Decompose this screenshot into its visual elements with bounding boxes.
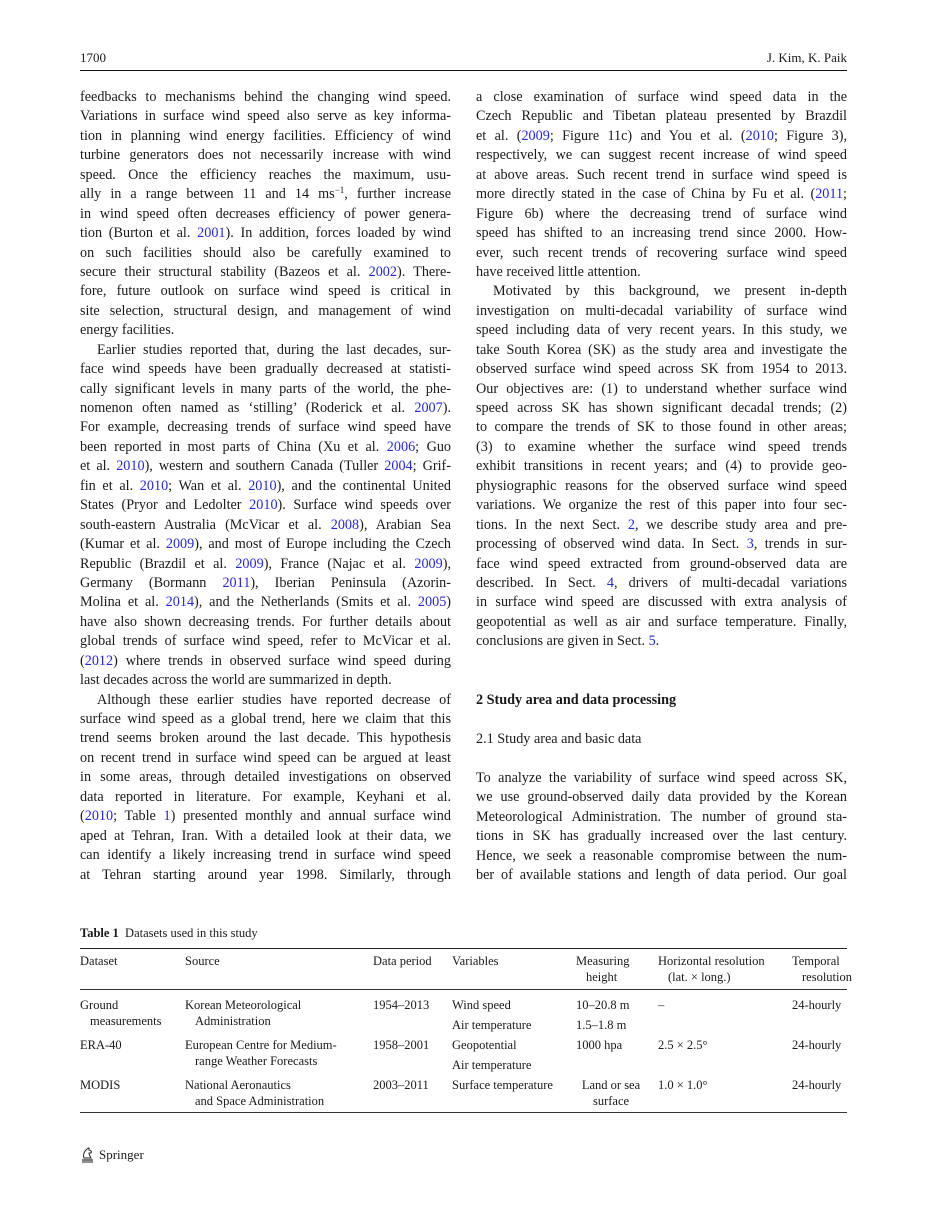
citation-link[interactable]: 2014 xyxy=(165,594,195,611)
period-cell: 1958–2001 xyxy=(373,1038,430,1052)
citation-link[interactable]: 2010 xyxy=(249,497,278,514)
text-segment: ), France (Najac et al. xyxy=(263,555,415,572)
dataset-cell xyxy=(80,1037,122,1053)
text-segment: , we describe study area and pre- xyxy=(634,516,847,533)
subsection-heading: 2.1 Study area and basic data xyxy=(476,731,642,747)
text-segment: ), and the Netherlands (Smits et al. xyxy=(194,594,418,611)
text-segment: ; Wan et al. xyxy=(168,477,249,494)
text-segment: site selection, structural design, and management of wind xyxy=(80,302,451,319)
table-bottom-rule xyxy=(80,1112,847,1113)
dataset-cell-line: measurements xyxy=(90,1014,162,1028)
text-line xyxy=(80,380,451,399)
text-segment: data reported in literature. For example, Keyhani et al. xyxy=(80,788,451,805)
text-segment: trend seems broken around the last decade. This hypothesis xyxy=(80,730,451,747)
text-segment: ) xyxy=(446,594,452,611)
text-line xyxy=(476,632,847,651)
height-cell-line: Land or sea xyxy=(581,1078,641,1092)
text-line xyxy=(476,244,847,263)
text-line xyxy=(80,438,451,457)
text-segment: fin et al. xyxy=(80,477,140,494)
text-line xyxy=(476,341,847,360)
text-line xyxy=(80,88,451,107)
text-line xyxy=(476,769,847,788)
text-segment: , trends in sur- xyxy=(753,536,847,553)
text-line xyxy=(80,535,451,554)
citation-link[interactable]: 3 xyxy=(746,536,754,553)
period-cell: 1954–2013 xyxy=(373,998,430,1012)
horizontal-resolution-cell: 1.0 × 1.0° xyxy=(658,1078,708,1092)
right-column xyxy=(476,88,847,652)
citation-link[interactable]: 2012 xyxy=(84,652,114,669)
text-segment: tion in planning wind energy facilities. Efficiency of wind xyxy=(80,127,451,144)
citation-link[interactable]: 2010 xyxy=(248,477,277,494)
text-segment: Motivated by this background, we present in-depth xyxy=(493,283,847,300)
table-caption xyxy=(80,926,258,941)
variable-cell: Geopotential xyxy=(452,1038,517,1052)
left-column xyxy=(80,88,451,885)
text-segment: geopotential as well as air and surface temperature. Finally, xyxy=(476,613,847,630)
text-segment: at Tehran starting around year 1998. Similarly, through xyxy=(80,866,451,883)
text-line xyxy=(476,263,847,282)
text-line xyxy=(80,399,451,418)
text-line xyxy=(80,574,451,593)
text-line xyxy=(80,282,451,301)
text-line xyxy=(80,496,451,515)
horizontal-resolution-cell: 2.5 × 2.5° xyxy=(658,1038,708,1052)
text-segment: turbine generators does not necessarily increase with wind xyxy=(80,147,451,164)
text-line xyxy=(80,555,451,574)
text-segment: ) where trends in observed surface wind speed during xyxy=(113,652,451,669)
text-line xyxy=(476,496,847,515)
text-line xyxy=(476,380,847,399)
text-segment: in surface wind speed are discussed with extra analysis of xyxy=(476,594,847,611)
text-segment: ; Figure 11c) and You et al. ( xyxy=(549,127,746,144)
table-label: Table 1 xyxy=(80,926,119,940)
text-line xyxy=(476,516,847,535)
publisher-name: Springer xyxy=(99,1146,144,1162)
text-segment: last decades across the world are summarized in depth. xyxy=(80,672,392,689)
text-segment: to compare the trends of SK to those found in other areas; xyxy=(476,419,847,436)
text-line xyxy=(80,729,451,748)
text-segment: For example, decreasing trends of surface wind speed have xyxy=(80,419,451,436)
text-segment: face wind speed extracted from ground-observed data are xyxy=(476,555,847,572)
text-line xyxy=(80,477,451,496)
text-segment: in wind speed often decreases efficiency of power genera- xyxy=(80,205,451,222)
variable-cell: Surface temperature xyxy=(452,1078,553,1092)
text-line xyxy=(80,593,451,612)
text-line xyxy=(80,710,451,729)
text-line xyxy=(476,360,847,379)
text-segment: To analyze the variability of surface wind speed across SK, xyxy=(476,770,847,786)
text-segment: States (Pryor and Ledolter xyxy=(80,497,250,514)
text-line xyxy=(476,788,847,807)
citation-link[interactable]: 2005 xyxy=(417,594,447,611)
citation-link[interactable]: 2004 xyxy=(384,458,413,475)
table-header-cell-line: height xyxy=(586,970,618,984)
text-line xyxy=(476,321,847,340)
text-segment: ) presented monthly and annual surface wind xyxy=(170,808,451,825)
text-segment: energy facilities. xyxy=(80,322,175,339)
table-header-cell xyxy=(576,953,629,985)
text-segment: ), and the continental United xyxy=(276,477,451,494)
text-segment: face wind speeds have been gradually decreased at statisti- xyxy=(80,361,451,378)
table-header-cell-line: resolution xyxy=(802,970,852,984)
source-cell-line: Korean Meteorological xyxy=(185,998,302,1012)
text-segment: Czech Republic and Tibetan plateau presented by Brazdil xyxy=(476,108,847,125)
citation-link[interactable]: 1 xyxy=(163,808,171,825)
source-cell-line: and Space Administration xyxy=(195,1094,325,1108)
citation-link[interactable]: 2011 xyxy=(222,574,251,591)
text-segment: speed including data of very recent years. In this study, we xyxy=(476,322,847,339)
text-line xyxy=(80,224,451,243)
text-segment: ever, such recent trends of recovering surface wind speed xyxy=(476,244,847,261)
citation-link[interactable]: 2009 xyxy=(235,555,264,572)
text-line xyxy=(80,632,451,651)
text-segment: ), Arabian Sea xyxy=(359,516,451,533)
text-segment: speed. Once the efficiency reaches the maximum, usu- xyxy=(80,166,451,183)
table-header-cell xyxy=(80,953,117,969)
table-caption-text: Datasets used in this study xyxy=(125,926,258,940)
text-line xyxy=(476,185,847,204)
text-segment: variations. We organize the rest of this paper into four sec- xyxy=(476,497,847,514)
text-line xyxy=(476,574,847,593)
text-line xyxy=(80,166,451,185)
text-line xyxy=(80,127,451,146)
text-segment: ally in a range between 11 and 14 ms xyxy=(80,186,335,203)
text-segment: ), Iberian Peninsula (Azorin- xyxy=(250,574,451,591)
text-segment: we use ground-observed daily data provided by the Korean xyxy=(476,789,847,806)
source-cell xyxy=(185,997,301,1029)
text-segment: ; Guo xyxy=(415,438,452,455)
text-segment: ). There- xyxy=(396,263,451,280)
citation-link[interactable]: 5 xyxy=(648,633,656,650)
text-line xyxy=(80,652,451,671)
table-header-cell-line: Variables xyxy=(452,954,499,968)
running-header xyxy=(80,50,847,70)
text-line xyxy=(80,866,451,885)
table-header-cell-line: Temporal xyxy=(792,954,840,968)
table-top-rule xyxy=(80,948,847,949)
text-line xyxy=(80,341,451,360)
text-line xyxy=(476,399,847,418)
table-header-cell xyxy=(792,953,852,985)
citation-link[interactable]: 2009 xyxy=(165,536,195,553)
text-segment: Variations in surface wind speed also serve as key informa- xyxy=(80,108,451,125)
text-segment: been reported in most parts of China (Xu et al. xyxy=(80,438,387,455)
text-segment: observed surface wind speed across SK from 1954 to 2013. xyxy=(476,361,847,378)
text-line xyxy=(476,107,847,126)
text-line xyxy=(80,205,451,224)
text-line xyxy=(80,788,451,807)
text-segment: exhibit transitions in recent years; and (4) to provide geo- xyxy=(476,458,847,475)
text-line xyxy=(476,205,847,224)
springer-horse-icon xyxy=(80,1146,95,1163)
text-segment: ber of available stations and length of data period. Our goal xyxy=(476,867,847,884)
dataset-cell xyxy=(80,1077,120,1093)
text-line xyxy=(476,282,847,301)
source-cell-line: Administration xyxy=(195,1014,271,1028)
text-line xyxy=(80,749,451,768)
citation-link[interactable]: 2007 xyxy=(414,400,443,416)
citation-link[interactable]: 4 xyxy=(606,574,614,591)
citation-link[interactable]: 2010 xyxy=(139,477,169,494)
text-line xyxy=(476,593,847,612)
text-segment: global trends of surface wind speed, refer to McVicar et al. xyxy=(80,633,451,650)
text-segment: a close examination of surface wind speed data in the xyxy=(476,89,847,105)
text-segment: et al. ( xyxy=(476,127,522,144)
text-segment: more directly stated in the case of China by Fu et al. ( xyxy=(476,186,816,203)
text-segment: ( xyxy=(80,652,85,669)
text-line xyxy=(80,302,451,321)
temporal-resolution-cell: 24-hourly xyxy=(792,1078,842,1092)
table-header-cell xyxy=(373,953,432,969)
text-segment: on such facilities should also be carefully examined to xyxy=(80,244,451,261)
text-segment: at above areas. Such recent trend in surface wind speed is xyxy=(476,166,847,183)
temporal-resolution-cell: 24-hourly xyxy=(792,998,842,1012)
text-segment: Germany (Bormann xyxy=(80,574,223,591)
text-segment: described. In Sect. xyxy=(476,574,607,591)
text-line xyxy=(476,88,847,107)
citation-link[interactable]: 2002 xyxy=(368,263,397,280)
text-segment: respectively, we can suggest recent increase of wind speed xyxy=(476,147,847,164)
text-segment: ; Grif- xyxy=(412,458,452,475)
text-line xyxy=(80,457,451,476)
table-header-cell-line: Measuring xyxy=(576,954,630,968)
text-segment: conclusions are given in Sect. xyxy=(476,633,649,650)
temporal-resolution-cell: 24-hourly xyxy=(792,1038,842,1052)
citation-link[interactable]: 2010 xyxy=(745,127,774,144)
text-segment: processing of observed wind data. In Sect. xyxy=(476,536,747,553)
text-segment: Our objectives are: (1) to understand whether surface wind xyxy=(476,380,847,397)
text-segment: can identify a likely increasing trend in surface wind speed xyxy=(80,847,451,864)
citation-link[interactable]: 2010 xyxy=(84,808,114,825)
text-segment: tions in SK has gradually increased over the last century. xyxy=(476,828,847,845)
variable-cell: Air temperature xyxy=(452,1018,532,1032)
table-header-cell-line: (lat. × long.) xyxy=(668,970,731,984)
table-header-cell-line: Horizontal resolution xyxy=(658,954,765,968)
variable-cell: Wind speed xyxy=(452,998,511,1012)
source-cell-line: European Centre for Medium- xyxy=(185,1038,337,1052)
text-segment: have received little attention. xyxy=(476,263,641,280)
source-cell xyxy=(185,1077,324,1109)
text-segment: cally significant levels in many parts of the world, the phe- xyxy=(80,380,451,397)
text-segment: surface wind speed as a global trend, here we claim that this xyxy=(80,711,451,727)
text-segment: ), western and southern Canada (Tuller xyxy=(144,458,385,475)
header-rule xyxy=(80,70,847,71)
text-segment: speed has shifted to an increasing trend since 2000. How- xyxy=(476,225,847,242)
text-segment: . xyxy=(655,633,660,650)
text-segment: (3) to examine whether the surface wind speed trends xyxy=(476,438,847,455)
page-number: 1700 xyxy=(80,50,106,65)
text-segment: tions. In the next Sect. xyxy=(476,516,628,533)
height-cell xyxy=(576,1077,646,1109)
text-segment: tion (Burton et al. xyxy=(80,225,198,242)
table-header-cell xyxy=(452,953,499,969)
text-segment: speed across SK has shown significant decadal trends; (2) xyxy=(476,400,847,416)
period-cell: 2003–2011 xyxy=(373,1078,429,1092)
table-header-cell xyxy=(185,953,220,969)
text-segment: (Kumar et al. xyxy=(80,536,166,553)
source-cell-line: National Aeronautics xyxy=(185,1078,291,1092)
table-header-cell-line: Source xyxy=(185,954,220,968)
table-header-rule xyxy=(80,989,847,990)
dataset-cell-line: Ground xyxy=(80,998,119,1012)
source-cell xyxy=(185,1037,337,1069)
text-segment: on recent trend in surface wind speed can be argued at least xyxy=(80,749,451,766)
source-cell-line: range Weather Forecasts xyxy=(195,1054,318,1068)
text-line xyxy=(80,185,451,204)
citation-link[interactable]: 2010 xyxy=(116,458,145,475)
text-line xyxy=(476,146,847,165)
text-line xyxy=(476,535,847,554)
text-line xyxy=(476,477,847,496)
text-segment: ). xyxy=(442,400,451,416)
text-segment: feedbacks to mechanisms behind the changing wind speed. xyxy=(80,89,451,105)
dataset-cell xyxy=(80,997,162,1029)
dataset-cell-line: ERA-40 xyxy=(80,1038,122,1052)
text-segment: ). In addition, forces loaded by wind xyxy=(225,225,452,242)
text-segment: ; Figure 3), xyxy=(773,127,847,144)
text-segment: ( xyxy=(80,808,85,825)
text-segment: Although these earlier studies have reported decrease of xyxy=(97,691,451,708)
text-line xyxy=(476,866,847,885)
text-segment: Meteorological Administration. The number of ground sta- xyxy=(476,808,847,825)
height-cell: 1000 hpa xyxy=(576,1038,623,1052)
text-segment: ). Surface wind speeds over xyxy=(277,497,451,514)
text-line xyxy=(476,613,847,632)
text-segment: Earlier studies reported that, during the last decades, sur- xyxy=(97,341,451,358)
section-heading: 2 Study area and data processing xyxy=(476,692,677,708)
section-paragraph xyxy=(476,769,847,886)
citation-link[interactable]: 2001 xyxy=(197,225,226,242)
text-line xyxy=(80,418,451,437)
text-segment: physiographic reasons for the observed surface wind speed xyxy=(476,477,847,494)
text-segment: investigation on multi-decadal variability of surface wind xyxy=(476,302,847,319)
text-segment: in some areas, through detailed investigations on observed xyxy=(80,769,451,786)
text-line xyxy=(80,613,451,632)
text-line xyxy=(476,438,847,457)
text-line xyxy=(80,671,451,690)
text-line xyxy=(476,808,847,827)
text-segment: nomenon often named as ‘stilling’ (Roderick et al. xyxy=(80,400,415,416)
text-segment: ), and most of Europe including the Czech xyxy=(194,536,451,553)
text-segment: Molina et al. xyxy=(80,594,166,611)
text-line xyxy=(476,302,847,321)
text-line xyxy=(476,555,847,574)
superscript: −1 xyxy=(334,185,345,196)
text-line xyxy=(476,166,847,185)
text-line xyxy=(80,107,451,126)
footer xyxy=(80,1146,144,1163)
text-segment: take South Korea (SK) as the study area and investigate the xyxy=(476,341,847,358)
text-line xyxy=(80,321,451,340)
text-segment: south-eastern Australia (McVicar et al. xyxy=(80,516,331,533)
text-segment: aped at Tehran, Iran. With a detailed look at their data, we xyxy=(80,827,451,844)
text-line xyxy=(80,768,451,787)
text-segment: ; xyxy=(843,186,847,203)
text-segment: ; Table xyxy=(113,808,164,825)
text-segment: , further increase xyxy=(344,186,451,203)
text-line xyxy=(476,127,847,146)
citation-link[interactable]: 2008 xyxy=(330,516,360,533)
text-segment: Figure 6b) where the decreasing trend of surface wind xyxy=(476,205,847,222)
table-header-cell-line: Dataset xyxy=(80,954,118,968)
height-cell: 10–20.8 m xyxy=(576,998,630,1012)
text-segment: Hence, we seek a reasonable compromise between the num- xyxy=(476,847,847,864)
text-line xyxy=(80,691,451,710)
text-line xyxy=(80,146,451,165)
text-segment: have also shown decreasing trends. For further details about xyxy=(80,613,451,630)
citation-link[interactable]: 2006 xyxy=(386,438,416,455)
citation-link[interactable]: 2009 xyxy=(414,555,443,572)
text-segment: , drivers of multi-decadal variations xyxy=(614,574,847,591)
text-line xyxy=(476,418,847,437)
citation-link[interactable]: 2 xyxy=(627,516,635,533)
text-segment: secure their structural stability (Bazeos et al. xyxy=(80,263,369,280)
height-cell-line: surface xyxy=(592,1094,630,1108)
text-segment: fore, future outlook on surface wind speed is critical in xyxy=(80,283,451,300)
horizontal-resolution-cell: – xyxy=(658,998,665,1012)
text-line xyxy=(80,846,451,865)
text-segment: et al. xyxy=(80,458,117,475)
text-line xyxy=(80,516,451,535)
text-line xyxy=(476,224,847,243)
citation-link[interactable]: 2011 xyxy=(815,186,844,203)
dataset-cell-line: MODIS xyxy=(80,1078,121,1092)
text-line xyxy=(80,244,451,263)
text-line xyxy=(476,847,847,866)
table-header-cell-line: Data period xyxy=(373,954,432,968)
text-line xyxy=(80,360,451,379)
text-line xyxy=(80,263,451,282)
text-line xyxy=(476,457,847,476)
text-segment: Republic (Brazdil et al. xyxy=(80,555,236,572)
table-header-cell xyxy=(658,953,765,985)
text-segment: ), xyxy=(442,555,452,572)
text-line xyxy=(80,807,451,826)
variable-cell: Air temperature xyxy=(452,1058,532,1072)
height-cell: 1.5–1.8 m xyxy=(576,1018,627,1032)
text-line xyxy=(476,827,847,846)
text-line xyxy=(80,827,451,846)
running-authors: J. Kim, K. Paik xyxy=(766,50,847,65)
citation-link[interactable]: 2009 xyxy=(521,127,550,144)
